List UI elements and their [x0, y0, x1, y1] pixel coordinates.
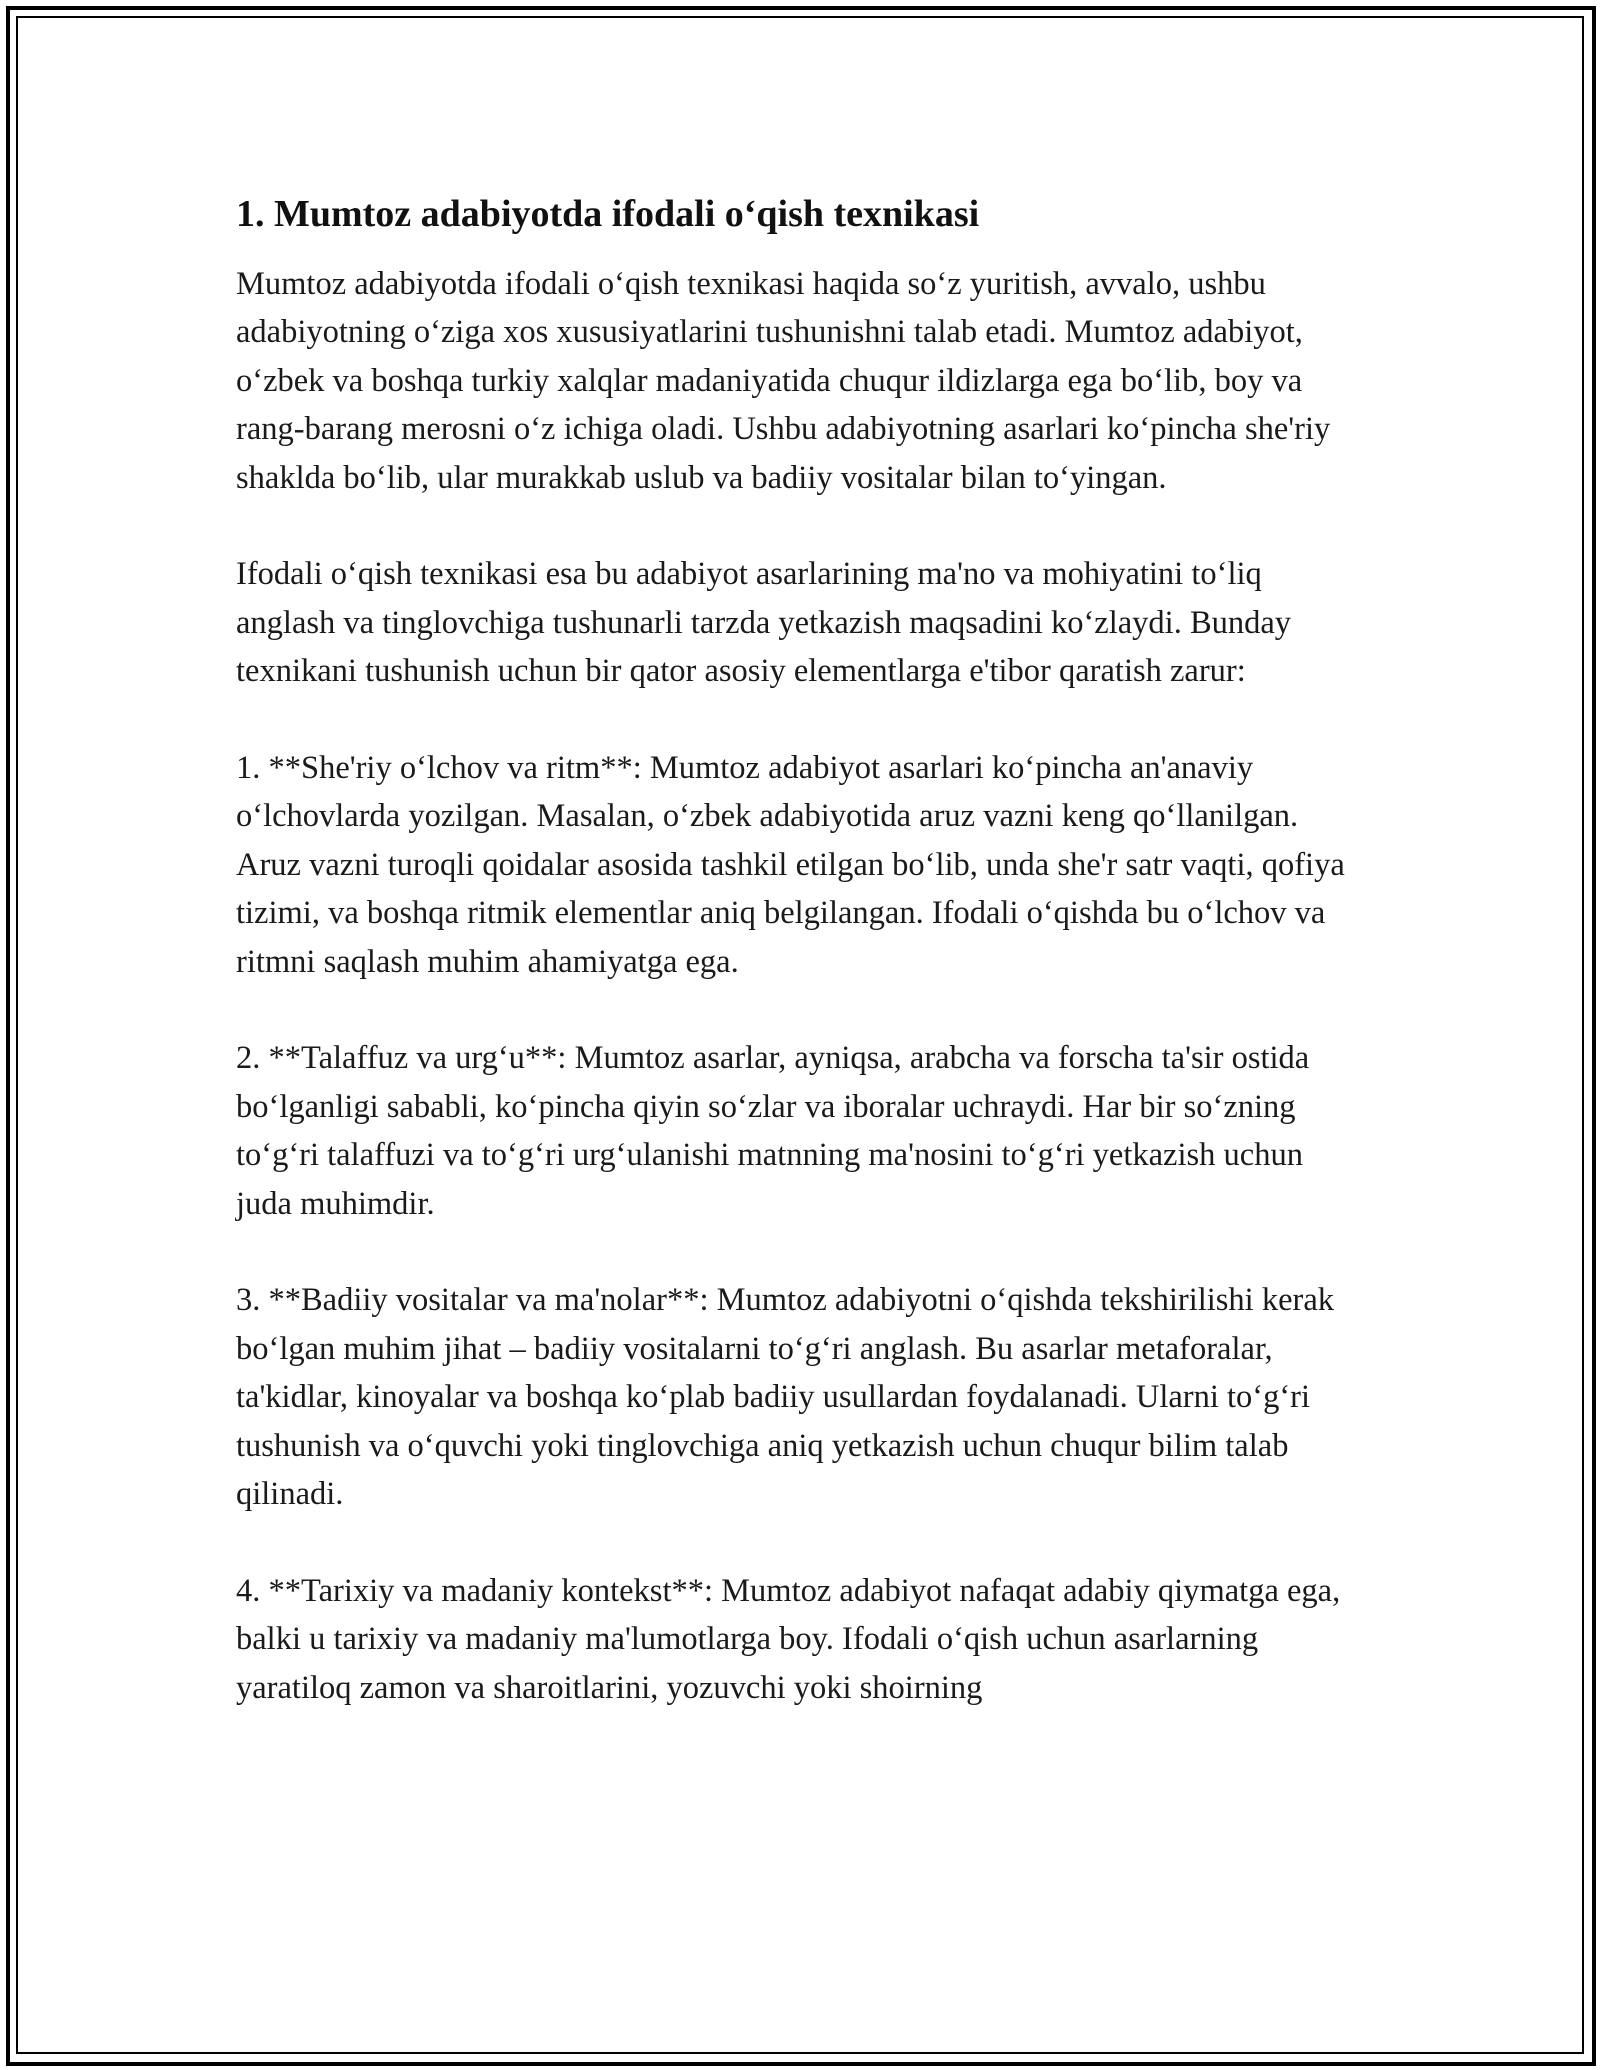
paragraph-intro: Mumtoz adabiyotda ifodali o‘qish texnikasi haqida so‘z yuritish, avvalo, ushbu adabiyotning o‘ziga xos xususiyatlarini tushunishni talab etadi. Mumtoz adabiyot, o‘zbek va boshqa turkiy xalqlar madaniyatida chuqur ildizlarga ega bo‘lib, boy va rang-barang merosni o‘z ichiga oladi. Ushbu adabiyotning asarlari ko‘pincha she'riy shaklda bo‘lib, ular murakkab uslub va badiiy vositalar bilan to‘yingan. [236, 266, 1331, 496]
paragraph-technique: Ifodali o‘qish texnikasi esa bu adabiyot asarlarining ma'no va mohiyatini to‘liq anglash va tinglovchiga tushunarli tarzda yetkazish maqsadini ko‘zlaydi. Bunday texnikani tushunish uchun bir qator asosiy elementlarga e'tibor qaratish zarur: [236, 556, 1292, 690]
paragraph-item-3: 3. **Badiiy vositalar va ma'nolar**: Mumtoz adabiyotni o‘qishda tekshirilishi kerak bo‘lgan muhim jihat – badiiy vositalarni to‘g‘ri anglash. Bu asarlar metaforalar, ta'kidlar, kinoyalar va boshqa ko‘plab badiiy usullardan foydalanadi. Ularni to‘g‘ri tushunish va o‘quvchi yoki tinglovchiga aniq yetkazish uchun chuqur bilim talab qilinadi. [236, 1282, 1335, 1513]
paragraph-item-4: 4. **Tarixiy va madaniy kontekst**: Mumtoz adabiyot nafaqat adabiy qiymatga ega, balki u tarixiy va madaniy ma'lumotlarga boy. Ifodali o‘qish uchun asarlarning yaratiloq zamon va sharoitlarini, yozuvchi yoki shoirning [236, 1572, 1341, 1706]
section-title: 1. Mumtoz adabiyotda ifodali o‘qish texnikasi [236, 193, 980, 235]
paragraph-item-2: 2. **Talaffuz va urg‘u**: Mumtoz asarlar, ayniqsa, arabcha va forscha ta'sir ostida bo‘lganligi sababli, ko‘pincha qiyin so‘zlar va iboralar uchraydi. Har bir so‘zning to‘g‘ri talaffuzi va to‘g‘ri urg‘ulanishi matnning ma'nosini to‘g‘ri yetkazish uchun juda muhimdir. [236, 1040, 1310, 1222]
document-body [236, 190, 1366, 1712]
paragraph-item-1: 1. **She'riy o‘lchov va ritm**: Mumtoz adabiyot asarlari ko‘pincha an'anaviy o‘lchovlarda yozilgan. Masalan, o‘zbek adabiyotida aruz vazni keng qo‘llanilgan. Aruz vazni turoqli qoidalar asosida tashkil etilgan bo‘lib, unda she'r satr vaqti, qofiya tizimi, va boshqa ritmik elementlar aniq belgilangan. Ifodali o‘qishda bu o‘lchov va ritmni saqlash muhim ahamiyatga ega. [236, 750, 1345, 980]
